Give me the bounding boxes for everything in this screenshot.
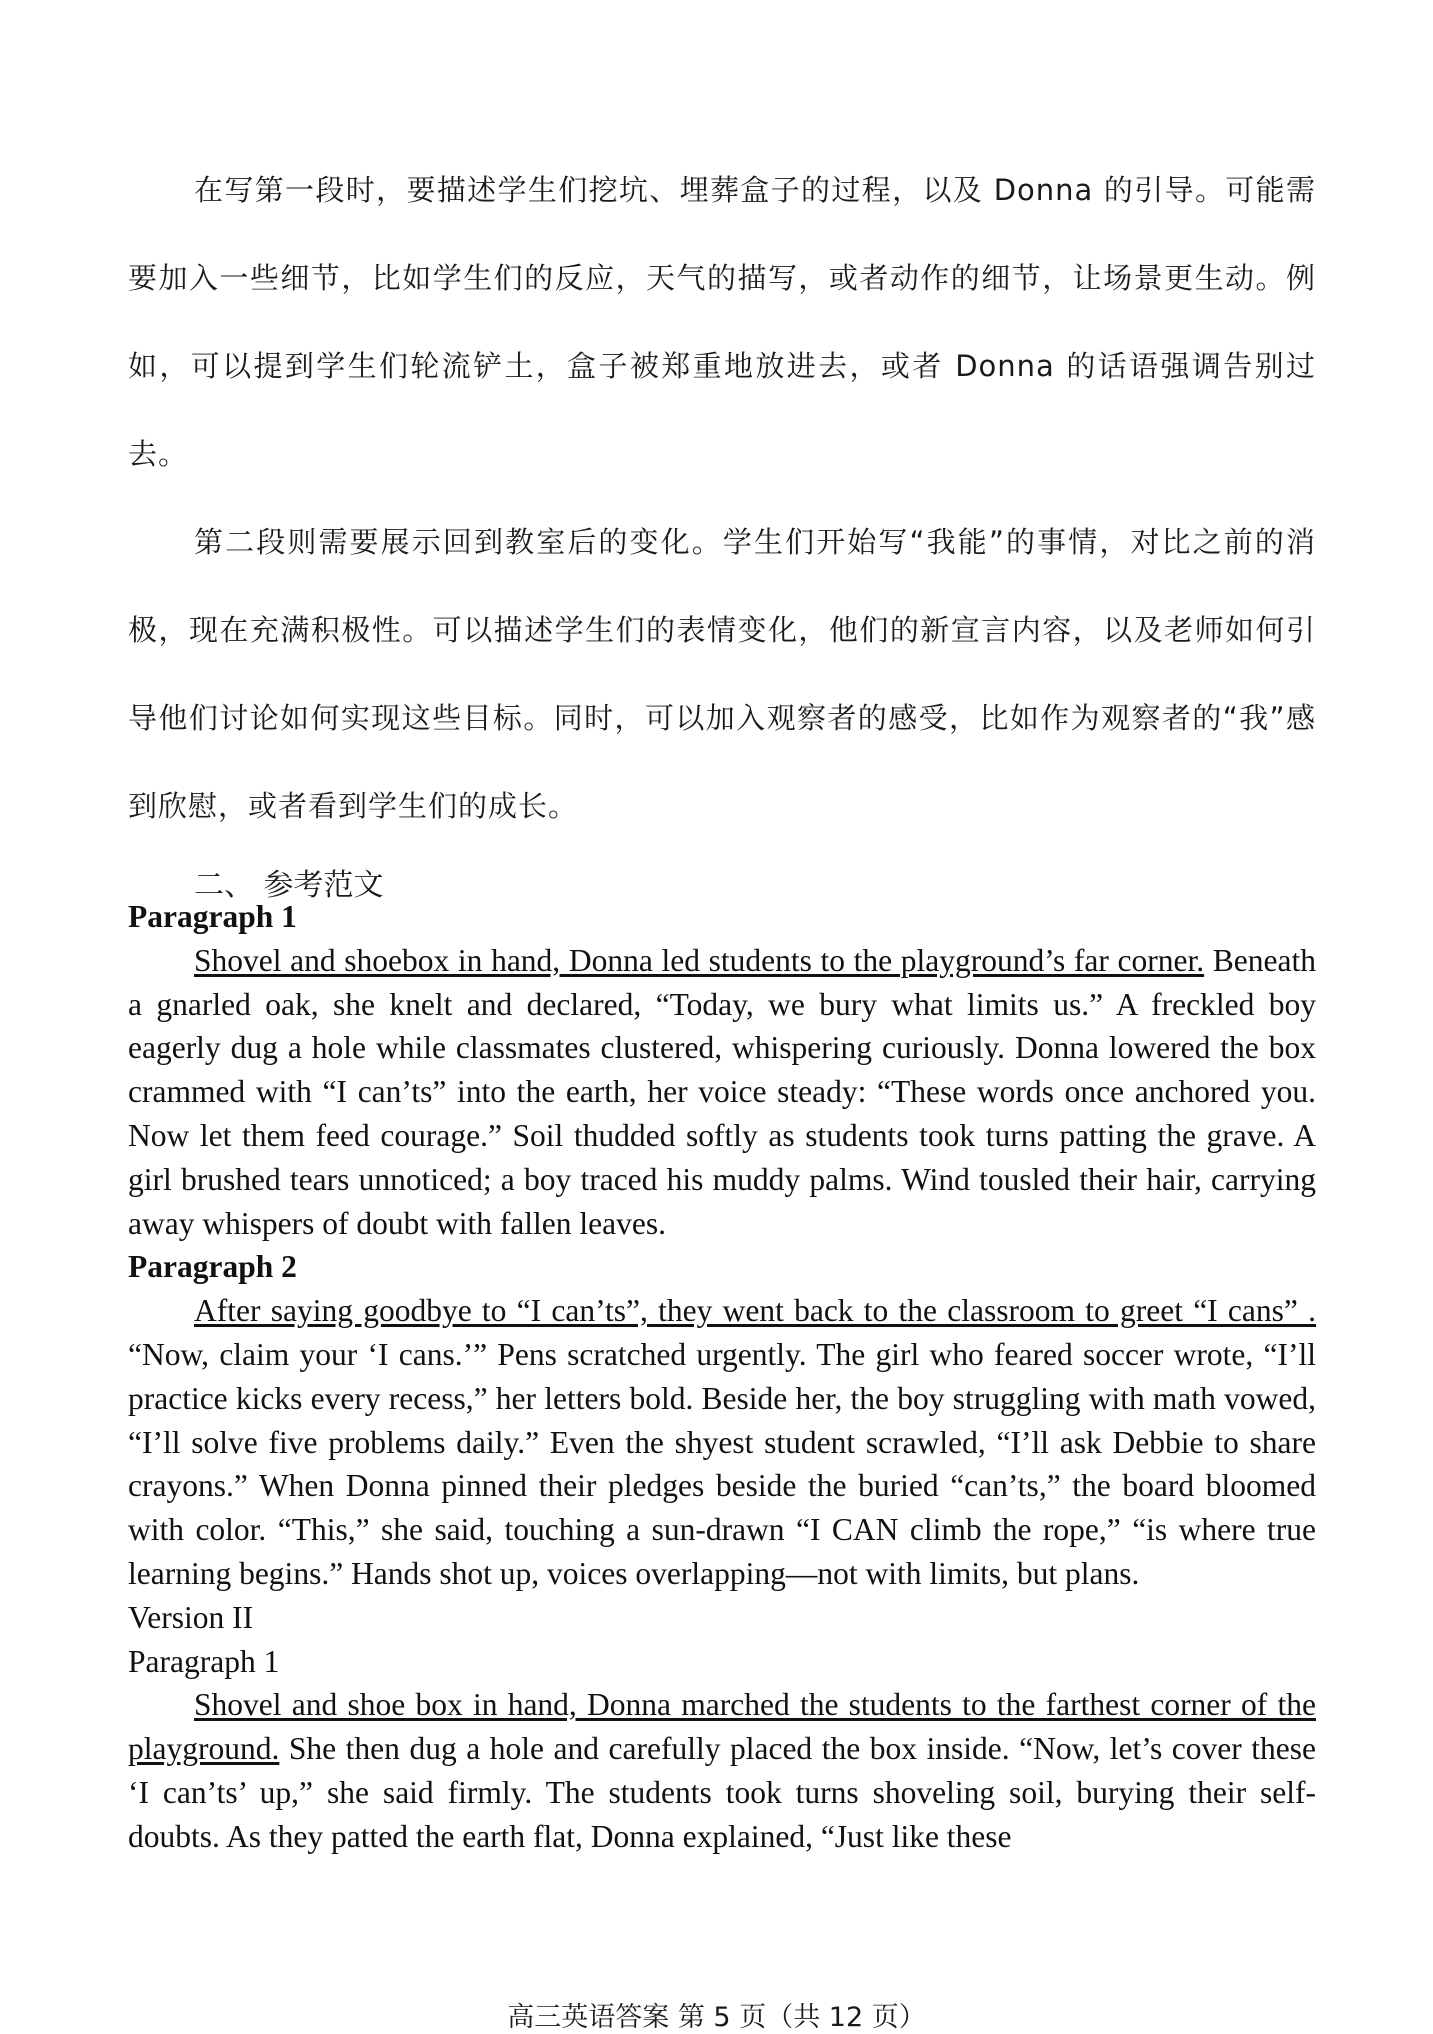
section-heading: 二、 参考范文 [194,868,384,903]
v2-p1-opening-sentence: Shovel and shoe box in hand, Donna marched the students to the farthest corner of the playground. [128,1687,1316,1767]
model-essay [128,895,1316,1859]
page-footer: 高三英语答案 第 5 页（共 12 页） [507,2002,926,2033]
v1-paragraph-2 [128,1289,1316,1596]
writing-guidance [128,146,1316,850]
v1-paragraph-1 [128,939,1316,1246]
v1-p1-body: Beneath a gnarled oak, she knelt and declared, “Today, we bury what limits us.” A freckled boy eagerly dug a hole while classmates clustered, whispering curiously. Donna lowered the box crammed with “I can’ts” into the earth, her voice steady: “These words once anchored you. Now let them feed courage.” Soil thudded softly as students took turns patting the grave. A girl brushed tears unnoticed; a boy traced his muddy palms. Wind tousled their hair, carrying away whispers of doubt with fallen leaves. [128,942,1316,1241]
v2-paragraph-1-heading: Paragraph 1 [128,1643,280,1679]
v1-p2-opening-sentence: After saying goodbye to “I can’ts”, they went back to the classroom to greet “I cans” . [194,1293,1316,1329]
v2-paragraph-1 [128,1683,1316,1858]
v1-paragraph-2-heading: Paragraph 2 [128,1249,297,1285]
guidance-paragraph-1: 在写第一段时，要描述学生们挖坑、埋葬盒子的过程，以及 Donna 的引导。可能需要加入一些细节，比如学生们的反应，天气的描写，或者动作的细节，让场景更生动。例如，可以提到学生们轮流铲土，盒子被郑重地放进去，或者 Donna 的话语强调告别过去。 [128,173,1316,471]
v1-p2-body: “Now, claim your ‘I cans.’” Pens scratched urgently. The girl who feared soccer wrote, “I’ll practice kicks every recess,” her letters bold. Beside her, the boy struggling with math vowed, “I’ll solve five problems daily.” Even the shyest student scrawled, “I’ll ask Debbie to share crayons.” When Donna pinned their pledges beside the buried “can’ts,” the board bloomed with color. “This,” she said, touching a sun-drawn “I CAN climb the rope,” “is where true learning begins.” Hands shot up, voices overlapping—not with limits, but plans. [128,1336,1316,1591]
v2-p1-body: She then dug a hole and carefully placed the box inside. “Now, let’s cover these ‘I can’ts’ up,” she said firmly. The students took turns shoveling soil, burying their self-doubts. As they patted the earth flat, Donna explained, “Just like these [128,1731,1316,1854]
v1-paragraph-1-heading: Paragraph 1 [128,899,297,934]
guidance-paragraph-2: 第二段则需要展示回到教室后的变化。学生们开始写“我能”的事情，对比之前的消极，现在充满积极性。可以描述学生们的表情变化，他们的新宣言内容，以及老师如何引导他们讨论如何实现这些目标。同时，可以加入观察者的感受，比如作为观察者的“我”感到欣慰，或者看到学生们的成长。 [128,525,1316,823]
v1-p1-opening-sentence: Shovel and shoebox in hand, Donna led students to the playground’s far corner. [194,942,1205,978]
version-2-label: Version II [128,1599,254,1635]
